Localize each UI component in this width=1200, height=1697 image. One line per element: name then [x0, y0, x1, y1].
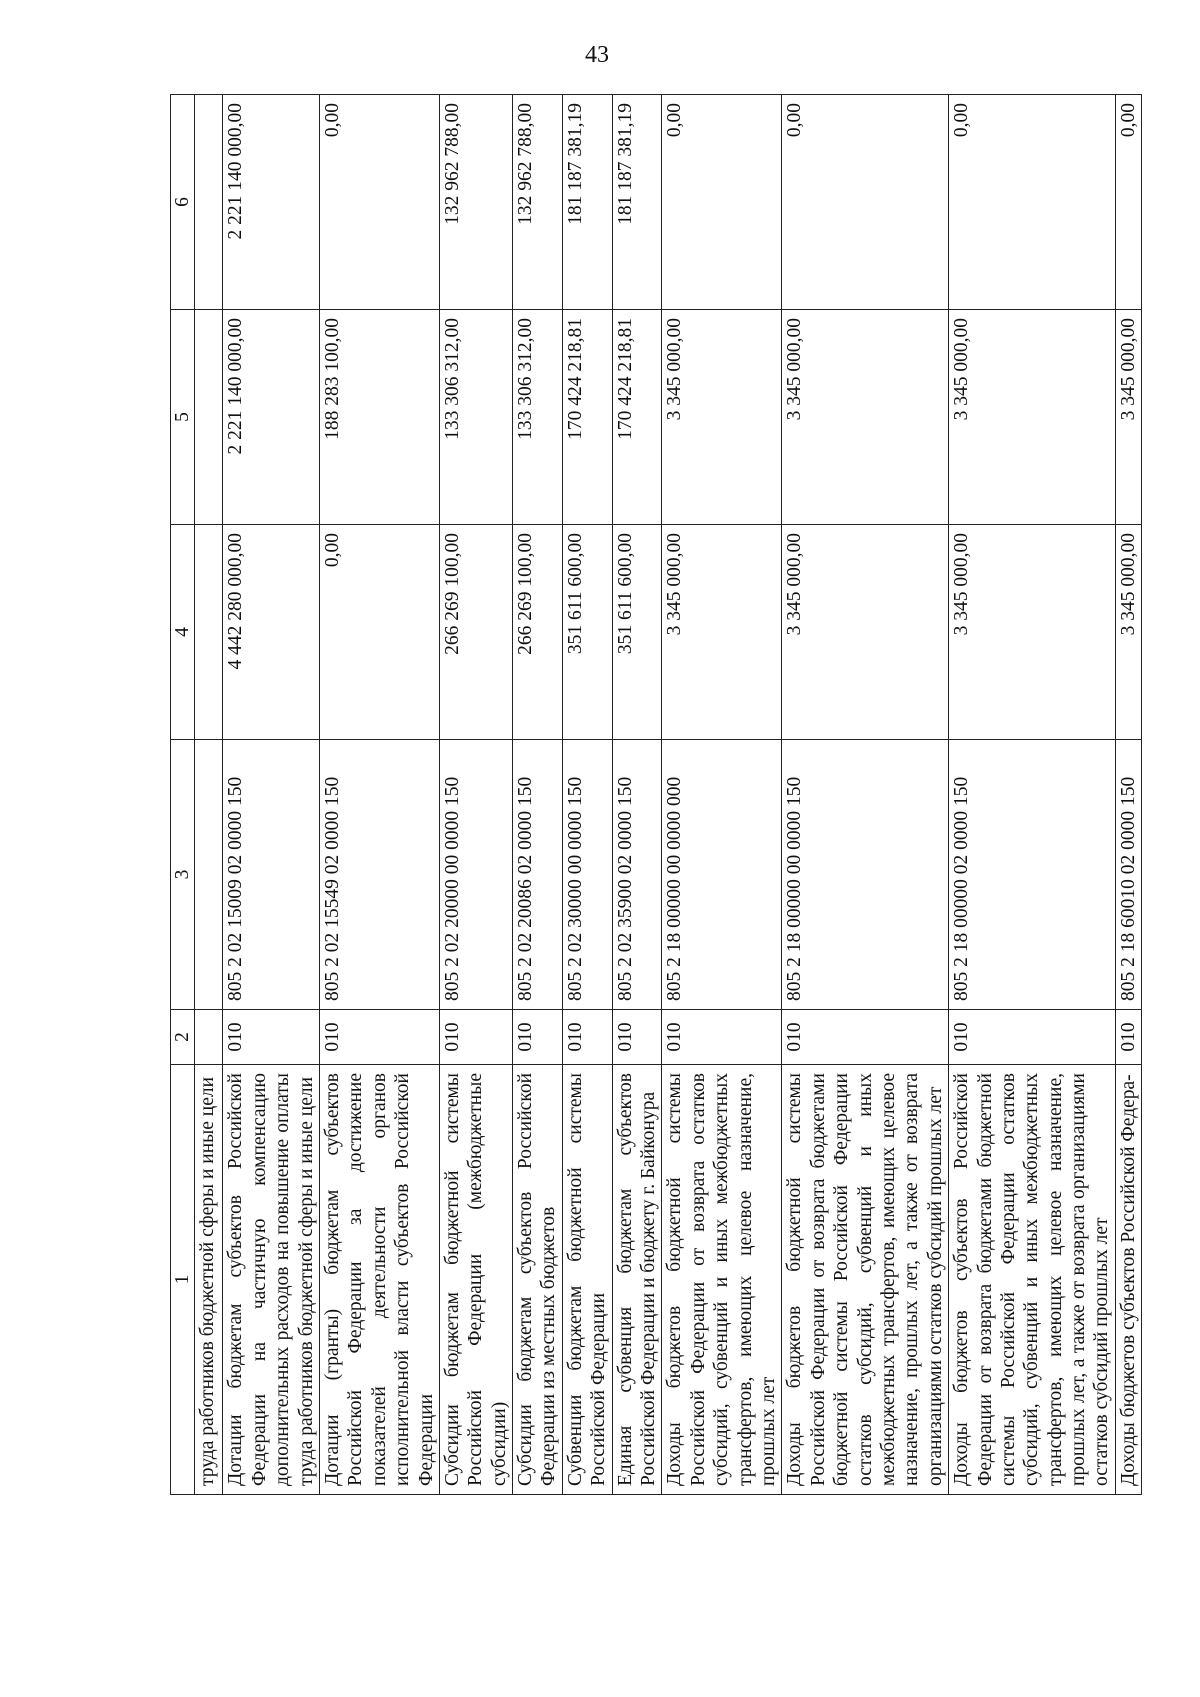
table-row	[562, 95, 612, 1495]
amount-col5: 170 424 218,81	[562, 310, 612, 525]
budget-code: 805 2 18 00000 02 0000 150	[949, 740, 1116, 1010]
amount-col6: 0,00	[319, 95, 439, 310]
table-row	[439, 95, 512, 1495]
amount-col4: 4 442 280 000,00	[223, 525, 320, 740]
amount-col5: 133 306 312,00	[439, 310, 512, 525]
budget-code: 805 2 02 20000 00 0000 150	[439, 740, 512, 1010]
table-row	[1115, 95, 1141, 1495]
amount-col6: 0,00	[782, 95, 949, 310]
budget-code: 805 2 18 60010 02 0000 150	[1115, 740, 1141, 1010]
amount-col4: 3 345 000,00	[662, 525, 782, 740]
row-description: Доходы бюджетов бюджетной системы Российской Федерации от возврата бюджетами бюджетной системы Российской Федерации остатков субсидий, субвенций и иных межбюджетных трансфертов, имеющих целевое назначение, прошлых лет, а также от возврата организациями остатков субсидий прошлых лет	[782, 1065, 949, 1495]
budget-code	[195, 740, 223, 1010]
amount-col4: 3 345 000,00	[1115, 525, 1141, 740]
amount-col4: 351 611 600,00	[562, 525, 612, 740]
amount-col5: 170 424 218,81	[612, 310, 662, 525]
line-code: 010	[1115, 1010, 1141, 1065]
amount-col4: 266 269 100,00	[439, 525, 512, 740]
amount-col5: 2 221 140 000,00	[223, 310, 320, 525]
budget-code: 805 2 18 00000 00 0000 000	[662, 740, 782, 1010]
amount-col6: 2 221 140 000,00	[223, 95, 320, 310]
table-row	[782, 95, 949, 1495]
header-row	[171, 95, 195, 1495]
column-header: 4	[171, 525, 195, 740]
line-code: 010	[319, 1010, 439, 1065]
amount-col6: 132 962 788,00	[513, 95, 563, 310]
column-header: 6	[171, 95, 195, 310]
row-description: Дотации бюджетам субъектов Российской Федерации на частичную компенсацию дополнительных расходов на повышение оплаты труда работников бюджетной сферы и иные цели	[223, 1065, 320, 1495]
budget-code: 805 2 02 20086 02 0000 150	[513, 740, 563, 1010]
table-row	[662, 95, 782, 1495]
budget-code: 805 2 18 00000 00 0000 150	[782, 740, 949, 1010]
amount-col5: 133 306 312,00	[513, 310, 563, 525]
amount-col6	[195, 95, 223, 310]
amount-col6: 181 187 381,19	[612, 95, 662, 310]
amount-col4: 3 345 000,00	[782, 525, 949, 740]
budget-code: 805 2 02 15009 02 0000 150	[223, 740, 320, 1010]
amount-col5: 188 283 100,00	[319, 310, 439, 525]
budget-code: 805 2 02 35900 02 0000 150	[612, 740, 662, 1010]
budget-code: 805 2 02 30000 00 0000 150	[562, 740, 612, 1010]
amount-col4: 266 269 100,00	[513, 525, 563, 740]
table-row	[513, 95, 563, 1495]
line-code: 010	[662, 1010, 782, 1065]
line-code	[195, 1010, 223, 1065]
line-code: 010	[949, 1010, 1116, 1065]
amount-col6: 0,00	[949, 95, 1116, 310]
row-description: Доходы бюджетов бюджетной системы Российской Федерации от возврата остатков субсидий, субвенций и иных межбюджетных трансфертов, имеющих целевое назначение, прошлых лет	[662, 1065, 782, 1495]
row-description: труда работников бюджетной сферы и иные цели	[195, 1065, 223, 1495]
column-header: 2	[171, 1010, 195, 1065]
amount-col5: 3 345 000,00	[949, 310, 1116, 525]
page-number: 43	[585, 42, 609, 68]
amount-col4: 3 345 000,00	[949, 525, 1116, 740]
row-description: Субсидии бюджетам бюджетной системы Российской Федерации (межбюджетные субсидии)	[439, 1065, 512, 1495]
column-header: 1	[171, 1065, 195, 1495]
line-code: 010	[562, 1010, 612, 1065]
row-description: Единая субвенция бюджетам субъектов Российской Федерации и бюджету г. Байконура	[612, 1065, 662, 1495]
row-description: Доходы бюджетов субъектов Российской Федера-	[1115, 1065, 1141, 1495]
line-code: 010	[782, 1010, 949, 1065]
line-code: 010	[513, 1010, 563, 1065]
table-row	[223, 95, 320, 1495]
amount-col5: 3 345 000,00	[1115, 310, 1141, 525]
line-code: 010	[223, 1010, 320, 1065]
amount-col6: 0,00	[662, 95, 782, 310]
line-code: 010	[612, 1010, 662, 1065]
table-row	[195, 95, 223, 1495]
column-header: 5	[171, 310, 195, 525]
row-description: Доходы бюджетов субъектов Российской Федерации от возврата бюджетами бюджетной системы Российской Федерации остатков субсидий, субвенций и иных межбюджетных трансфертов, имеющих целевое назначение, прошлых лет, а также от возврата организациями остатков субсидий прошлых лет	[949, 1065, 1116, 1495]
amount-col6: 0,00	[1115, 95, 1141, 310]
amount-col6: 181 187 381,19	[562, 95, 612, 310]
amount-col5	[195, 310, 223, 525]
table-row	[949, 95, 1116, 1495]
amount-col4: 351 611 600,00	[612, 525, 662, 740]
row-description: Субсидии бюджетам субъектов Российской Федерации из местных бюджетов	[513, 1065, 563, 1495]
budget-code: 805 2 02 15549 02 0000 150	[319, 740, 439, 1010]
amount-col4	[195, 525, 223, 740]
revenue-table	[170, 94, 1142, 1495]
amount-col6: 132 962 788,00	[439, 95, 512, 310]
amount-col5: 3 345 000,00	[662, 310, 782, 525]
row-description: Субвенции бюджетам бюджетной системы Российской Федерации	[562, 1065, 612, 1495]
row-description: Дотации (гранты) бюджетам субъектов Российской Федерации за достижение показателей деятельности органов исполнительной власти субъектов Российской Федерации	[319, 1065, 439, 1495]
amount-col5: 3 345 000,00	[782, 310, 949, 525]
table-row	[319, 95, 439, 1495]
amount-col4: 0,00	[319, 525, 439, 740]
table-row	[612, 95, 662, 1495]
column-header: 3	[171, 740, 195, 1010]
rotated-table-container	[170, 95, 1140, 1495]
line-code: 010	[439, 1010, 512, 1065]
